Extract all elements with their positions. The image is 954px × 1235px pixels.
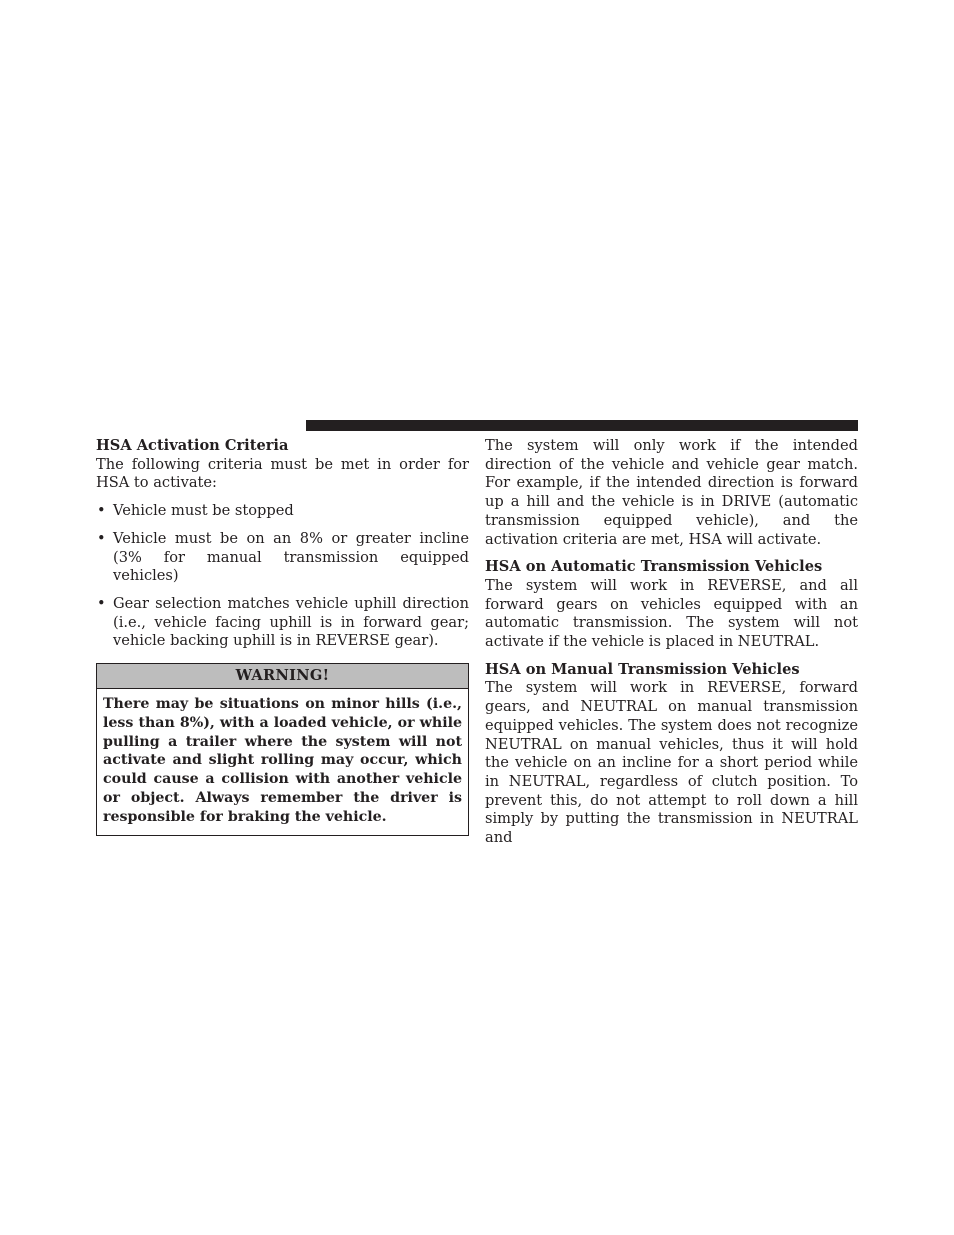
bullet-icon: • [97, 529, 106, 547]
section-header-bar [306, 420, 858, 431]
right-column [485, 437, 858, 848]
criteria-list [96, 502, 469, 651]
manual-transmission-text: The system will work in REVERSE, forward gears, and NEUTRAL on manual transmission equipped vehicles. The system does not recognize NEUTRAL on manual vehicles, thus it will hold the vehicle on an incline for a short period while in NEUTRAL, regardless of clutch position. To prevent this, do not attempt to roll down a hill simply by putting the transmission in NEUTRAL and [485, 679, 858, 847]
automatic-transmission-heading: HSA on Automatic Transmission Vehicles [485, 558, 823, 576]
list-item: • Vehicle must be on an 8% or greater incline (3% for manual transmission equipped vehicles) [97, 529, 469, 585]
bullet-icon: • [97, 502, 106, 520]
manual-transmission-heading: HSA on Manual Transmission Vehicles [485, 660, 800, 678]
warning-box [96, 663, 469, 836]
left-column [96, 437, 469, 836]
criteria-intro: The following criteria must be met in order for HSA to activate: [96, 455, 469, 492]
list-item: • Gear selection matches vehicle uphill direction (i.e., vehicle facing uphill is in forward gear; vehicle backing uphill is in REVERSE gear). [97, 594, 469, 650]
warning-title: WARNING! [97, 664, 468, 689]
bullet-icon: • [97, 594, 106, 612]
warning-text: There may be situations on minor hills (i.e., less than 8%), with a loaded vehicle, or while pulling a trailer where the system will not activate and slight rolling may occur, which could cause a collision with another vehicle or object. Always remember the driver is responsible for braking the vehicle. [103, 696, 462, 825]
list-item: • Vehicle must be stopped [97, 502, 294, 520]
hsa-activation-criteria-heading: HSA Activation Criteria [96, 437, 289, 454]
direction-intro: The system will only work if the intended direction of the vehicle and vehicle gear match. For example, if the intended direction is forward up a hill and the vehicle is in DRIVE (automatic transmission equipped vehicle), and the activation criteria are met, HSA will activate. [485, 437, 858, 548]
automatic-transmission-text: The system will work in REVERSE, and all forward gears on vehicles equipped with an automatic transmission. The system will not activate if the vehicle is placed in NEUTRAL. [485, 576, 858, 651]
